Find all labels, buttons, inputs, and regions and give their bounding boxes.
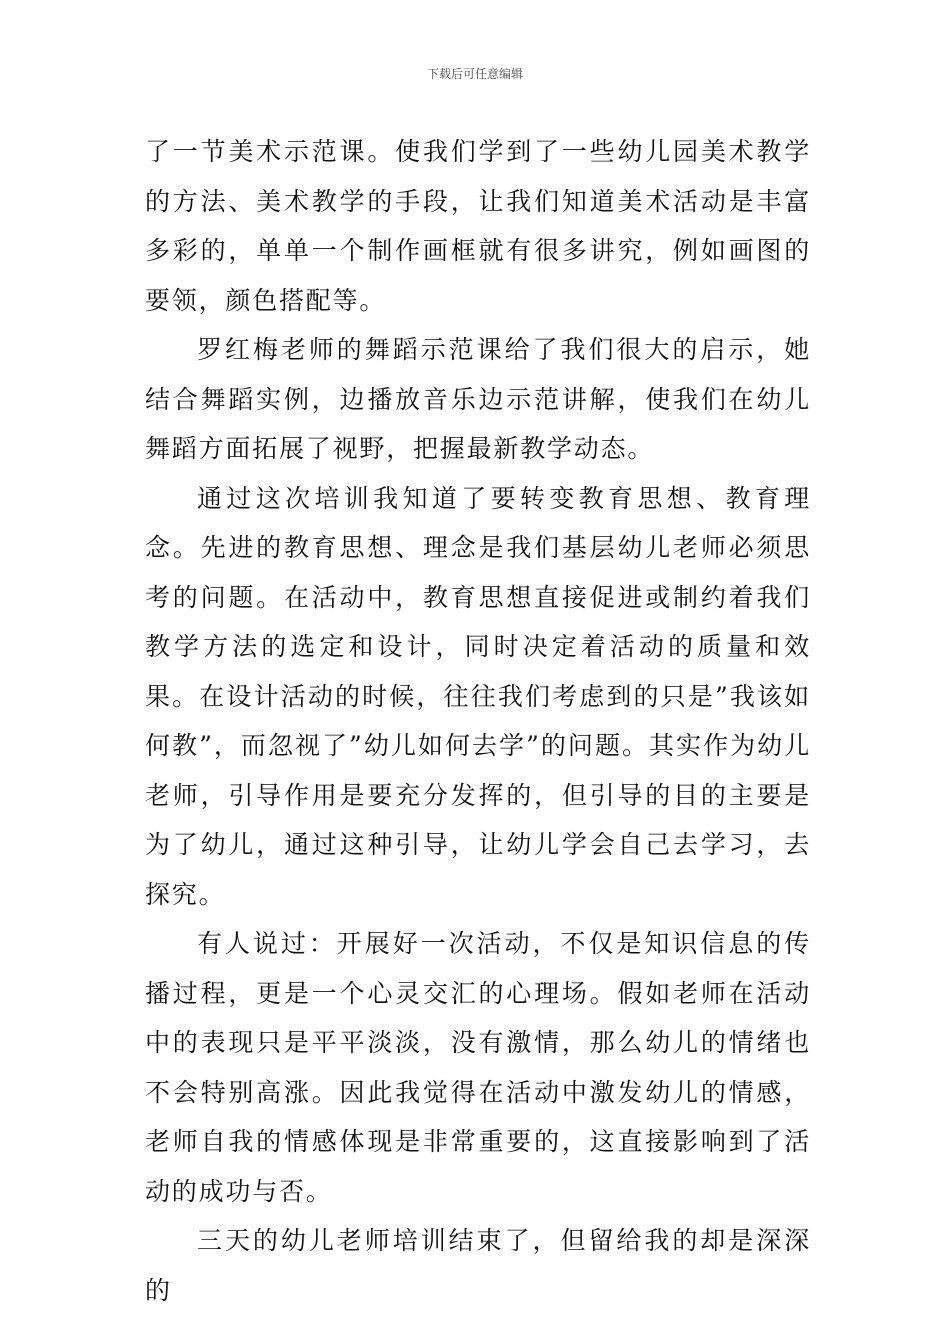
- paragraph-dance-lesson: 罗红梅老师的舞蹈示范课给了我们很大的启示，她结合舞蹈实例，边播放音乐边示范讲解，使我们在幼儿舞蹈方面拓展了视野，把握最新教学动态。: [145, 335, 811, 463]
- paragraph-continuation: 了一节美术示范课。使我们学到了一些幼儿园美术教学的方法、美术教学的手段，让我们知道美术活动是丰富多彩的，单单一个制作画框就有很多讲究，例如画图的要领，颜色搭配等。: [145, 137, 811, 315]
- document-body: [145, 127, 811, 1315]
- page-header: 下载后可任意编辑: [426, 67, 523, 81]
- paragraph-activity-emotion: 有人说过：开展好一次活动，不仅是知识信息的传播过程，更是一个心灵交汇的心理场。假如老师在活动中的表现只是平平淡淡，没有激情，那么幼儿的情绪也不会特别高涨。因此我觉得在活动中激发幼儿的情感，老师自我的情感体现是非常重要的，这直接影响到了活动的成功与否。: [145, 929, 811, 1206]
- paragraph-training-end: 三天的幼儿老师培训结束了，但留给我的却是深深的: [145, 1226, 811, 1305]
- paragraph-education-ideas: 通过这次培训我知道了要转变教育思想、教育理念。先进的教育思想、理念是我们基层幼儿老师必须思考的问题。在活动中，教育思想直接促进或制约着我们教学方法的选定和设计，同时决定着活动的质量和效果。在设计活动的时候，往往我们考虑到的只是”我该如何教”，而忽视了”幼儿如何去学”的问题。其实作为幼儿老师，引导作用是要充分发挥的，但引导的目的主要是为了幼儿，通过这种引导，让幼儿学会自己去学习，去探究。: [145, 483, 811, 909]
